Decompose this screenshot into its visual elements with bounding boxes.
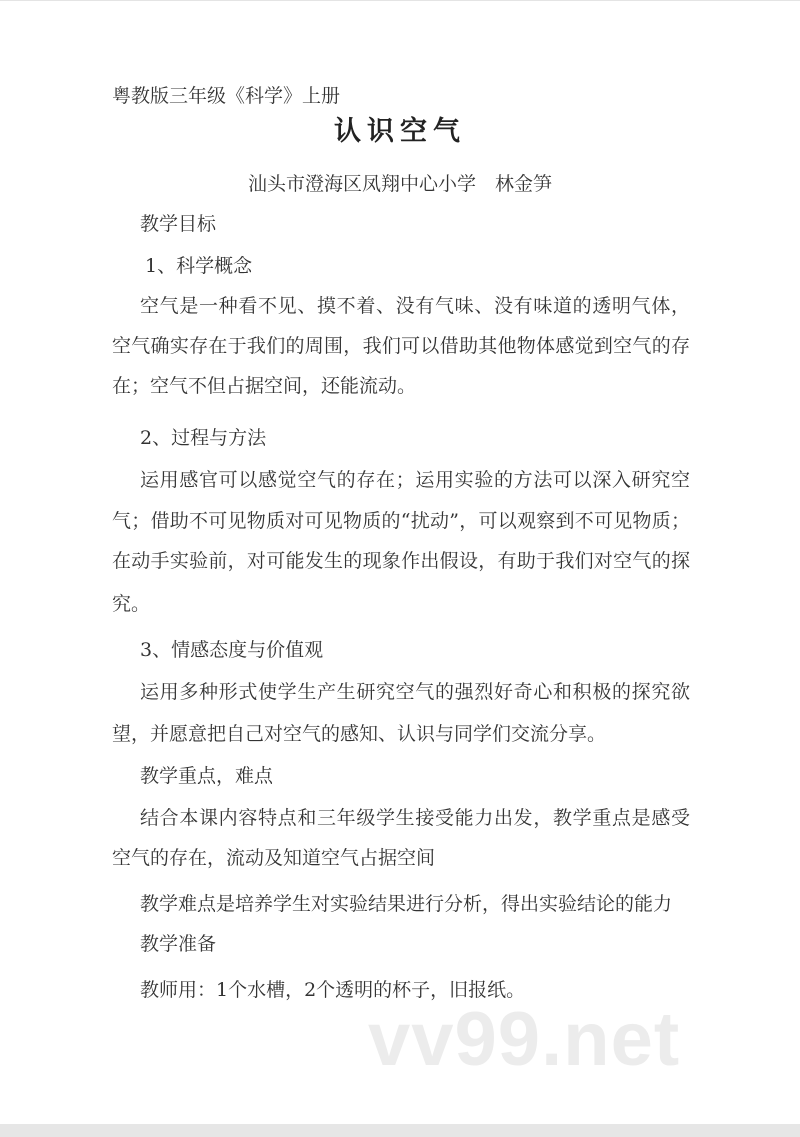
paragraph-line: 在动手实验前，对可能发生的现象作出假设，有助于我们对空气的探: [112, 550, 690, 572]
paragraph-line: 究。: [112, 593, 151, 615]
page-gap: [0, 1124, 800, 1137]
paragraph-line: 气；借助不可见物质对可见物质的“扰动”，可以观察到不可见物质；: [112, 510, 690, 532]
section-heading: 教学目标: [140, 213, 217, 235]
subheading: 1、科学概念: [145, 255, 253, 277]
paragraph-line: 在；空气不但占据空间，还能流动。: [112, 375, 417, 397]
paragraph-line: 望，并愿意把自己对空气的感知、认识与同学们交流分享。: [112, 723, 607, 745]
paragraph-line: 空气确实存在于我们的周围，我们可以借助其他物体感觉到空气的存: [112, 335, 690, 357]
subheading: 3、情感态度与价值观: [140, 639, 324, 661]
paragraph-line: 运用多种形式使学生产生研究空气的强烈好奇心和积极的探究欲: [140, 681, 690, 703]
author-line: 汕头市澄海区凤翔中心小学 林金笋: [247, 173, 552, 195]
header-text: 粤教版三年级《科学》上册: [112, 85, 341, 107]
paragraph-line: 运用感官可以感觉空气的存在；运用实验的方法可以深入研究空: [140, 469, 690, 491]
paragraph-line: 教学难点是培养学生对实验结果进行分析，得出实验结论的能力: [140, 893, 673, 915]
paragraph-line: 空气的存在，流动及知道空气占据空间: [112, 847, 436, 869]
subheading: 2、过程与方法: [140, 427, 267, 449]
paragraph-line: 结合本课内容特点和三年级学生接受能力出发，教学重点是感受: [140, 807, 690, 829]
page-title: 认识空气: [334, 116, 466, 147]
watermark: vv99.net: [368, 997, 681, 1082]
section-heading: 教学准备: [140, 933, 217, 955]
paragraph-line: 空气是一种看不见、摸不着、没有气味、没有味道的透明气体，: [140, 295, 690, 317]
paragraph-line: 教师用：1个水槽，2个透明的杯子，旧报纸。: [140, 979, 526, 1001]
section-heading: 教学重点，难点: [140, 765, 274, 787]
